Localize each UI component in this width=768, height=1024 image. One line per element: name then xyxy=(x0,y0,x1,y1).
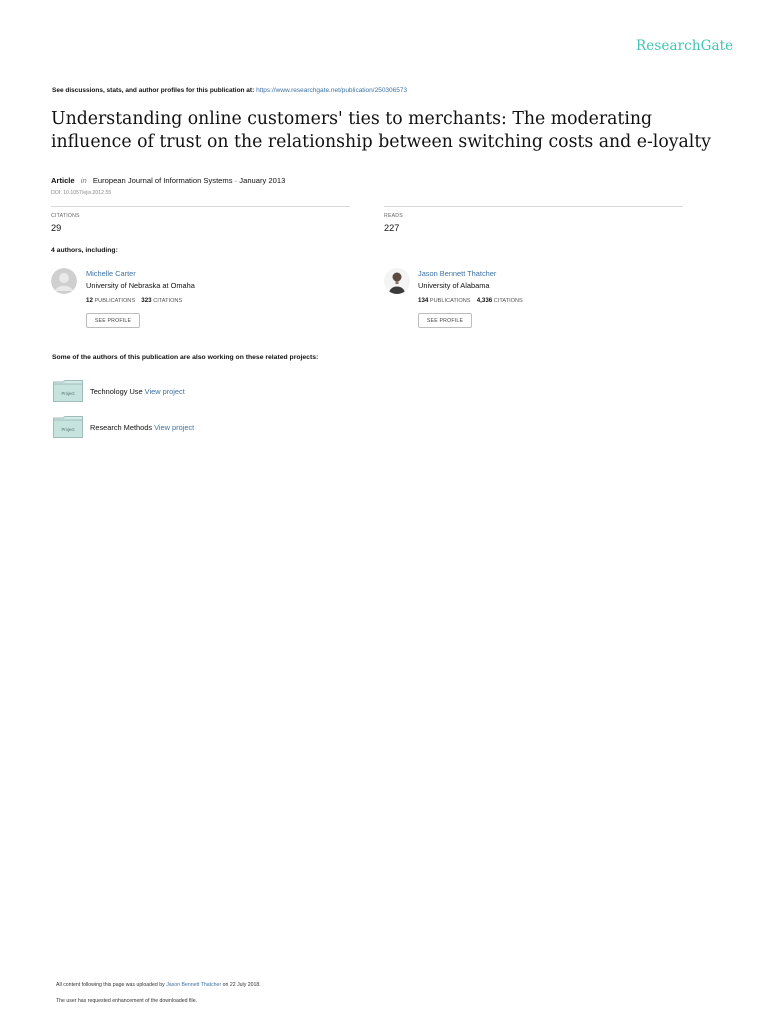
upload-suffix: on 22 July 2018. xyxy=(222,982,261,988)
author-publications-count: 12 xyxy=(86,297,93,304)
author-citations-label: CITATIONS xyxy=(153,298,183,304)
paper-doi[interactable]: DOI: 10.1057/ejis.2012.55 xyxy=(51,190,112,196)
author-citations-count: 323 xyxy=(141,297,152,304)
author-publications-label: PUBLICATIONS xyxy=(94,298,136,304)
citations-count: 29 xyxy=(51,223,62,233)
paper-in-label: in xyxy=(80,176,87,185)
author-name[interactable]: Jason Bennett Thatcher xyxy=(418,269,497,278)
project-name: Technology Use xyxy=(90,387,143,396)
project-item xyxy=(90,387,185,396)
paper-title xyxy=(51,108,731,154)
author-name[interactable]: Michelle Carter xyxy=(86,269,136,278)
author-stats xyxy=(86,297,182,304)
author-institution: University of Nebraska at Omaha xyxy=(86,281,195,290)
citations-divider xyxy=(51,206,350,207)
discussion-prefix: See discussions, stats, and author profiles for this publication at: xyxy=(52,87,255,94)
paper-type: Article xyxy=(51,176,75,185)
project-folder-label: Project xyxy=(61,391,75,396)
upload-notice xyxy=(56,982,261,988)
paper-date: · January 2013 xyxy=(234,176,286,185)
default-avatar-icon[interactable] xyxy=(51,268,77,294)
author-publications-count: 134 xyxy=(418,297,429,304)
author-publications-label: PUBLICATIONS xyxy=(429,298,471,304)
author-institution: University of Alabama xyxy=(418,281,490,290)
reads-divider xyxy=(384,206,683,207)
related-projects-heading: Some of the authors of this publication are also working on these related projects: xyxy=(52,354,319,361)
paper-title-line-2: influence of trust on the relationship between switching costs and e-loyalty xyxy=(51,132,712,152)
author-citations-count: 4,336 xyxy=(476,297,493,304)
project-folder-label: Project xyxy=(61,427,75,432)
author-citations-label: CITATIONS xyxy=(493,298,523,304)
reads-count: 227 xyxy=(384,223,400,233)
project-folder-icon[interactable] xyxy=(53,416,83,438)
upload-prefix: All content following this page was uploaded by xyxy=(56,982,165,988)
publication-link[interactable]: https://www.researchgate.net/publication/250306573 xyxy=(256,87,408,94)
photo-avatar-icon[interactable] xyxy=(384,268,410,294)
see-profile-button[interactable]: SEE PROFILE xyxy=(86,313,140,328)
paper-title-line-1: Understanding online customers' ties to merchants: The moderating xyxy=(51,109,653,129)
view-project-link[interactable]: View project xyxy=(144,387,185,396)
citations-label: CITATIONS xyxy=(51,213,80,219)
enhancement-note: The user has requested enhancement of the downloaded file. xyxy=(56,998,198,1004)
paper-meta xyxy=(51,176,285,185)
researchgate-logo[interactable]: ResearchGate xyxy=(636,38,734,54)
project-folder-icon[interactable] xyxy=(53,380,83,402)
view-project-link[interactable]: View project xyxy=(154,423,195,432)
reads-label: READS xyxy=(384,213,403,219)
project-name: Research Methods xyxy=(90,423,153,432)
uploader-link[interactable]: Jason Bennett Thatcher xyxy=(166,982,222,988)
authors-heading: 4 authors, including: xyxy=(51,247,118,254)
journal-name[interactable]: European Journal of Information Systems xyxy=(92,176,233,185)
see-profile-button[interactable]: SEE PROFILE xyxy=(418,313,472,328)
author-stats xyxy=(418,297,523,304)
project-item xyxy=(90,423,194,432)
discussion-notice xyxy=(52,87,407,94)
